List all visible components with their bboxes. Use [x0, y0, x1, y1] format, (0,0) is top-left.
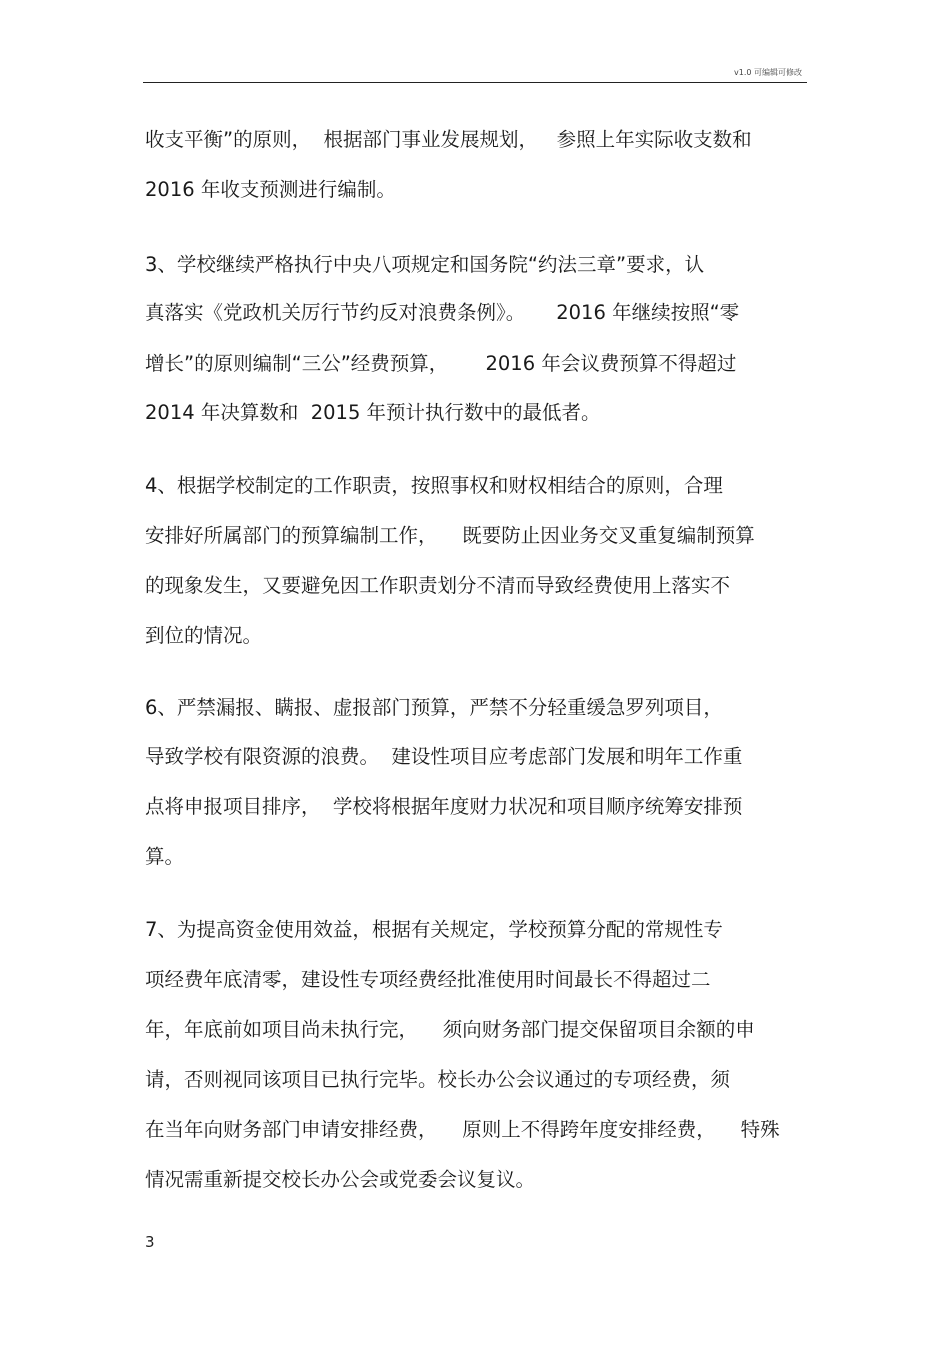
paragraph-3-line-3: 的现象发生，又要避免因工作职责划分不清而导致经费使用上落实不 [145, 574, 731, 597]
paragraph-5-line-5: 在当年向财务部门申请安排经费， 原则上不得跨年度安排经费， 特殊 [145, 1118, 780, 1141]
header-divider [143, 82, 807, 83]
paragraph-2-line-4: 2014 年决算数和 2015 年预计执行数中的最低者。 [145, 401, 601, 424]
paragraph-5-line-4: 请，否则视同该项目已执行完毕。校长办公会议通过的专项经费，须 [145, 1068, 731, 1091]
paragraph-5-line-1: 7、为提高资金使用效益，根据有关规定，学校预算分配的常规性专 [145, 918, 723, 941]
paragraph-3-line-1: 4、根据学校制定的工作职责，按照事权和财权相结合的原则，合理 [145, 474, 723, 497]
page-number: 3 [145, 1233, 155, 1251]
paragraph-4-line-4: 算。 [145, 845, 185, 868]
paragraph-5-line-6: 情况需重新提交校长办公会或党委会议复议。 [145, 1168, 536, 1191]
paragraph-1-line-2: 2016 年收支预测进行编制。 [145, 178, 396, 201]
paragraph-4-line-3: 点将申报项目排序， 学校将根据年度财力状况和项目顺序统筹安排预 [145, 795, 743, 818]
paragraph-1-line-1: 收支平衡”的原则， 根据部门事业发展规划， 参照上年实际收支数和 [145, 128, 752, 151]
paragraph-5-line-3: 年，年底前如项目尚未执行完， 须向财务部门提交保留项目余额的申 [145, 1018, 755, 1041]
paragraph-2-line-1: 3、学校继续严格执行中央八项规定和国务院“约法三章”要求，认 [145, 253, 705, 276]
paragraph-4-line-1: 6、严禁漏报、瞒报、虚报部门预算，严禁不分轻重缓急罗列项目， [145, 696, 723, 719]
paragraph-2-line-3: 增长”的原则编制“三公”经费预算， 2016 年会议费预算不得超过 [145, 352, 737, 375]
paragraph-5-line-2: 项经费年底清零，建设性专项经费经批准使用时间最长不得超过二 [145, 968, 711, 991]
paragraph-4-line-2: 导致学校有限资源的浪费。 建设性项目应考虑部门发展和明年工作重 [145, 745, 743, 768]
paragraph-3-line-4: 到位的情况。 [145, 624, 263, 647]
page-header-label: v1.0 可编辑可修改 [734, 68, 802, 77]
paragraph-2-line-2: 真落实《党政机关厉行节约反对浪费条例》。 2016 年继续按照“零 [145, 301, 740, 324]
paragraph-3-line-2: 安排好所属部门的预算编制工作， 既要防止因业务交叉重复编制预算 [145, 524, 755, 547]
